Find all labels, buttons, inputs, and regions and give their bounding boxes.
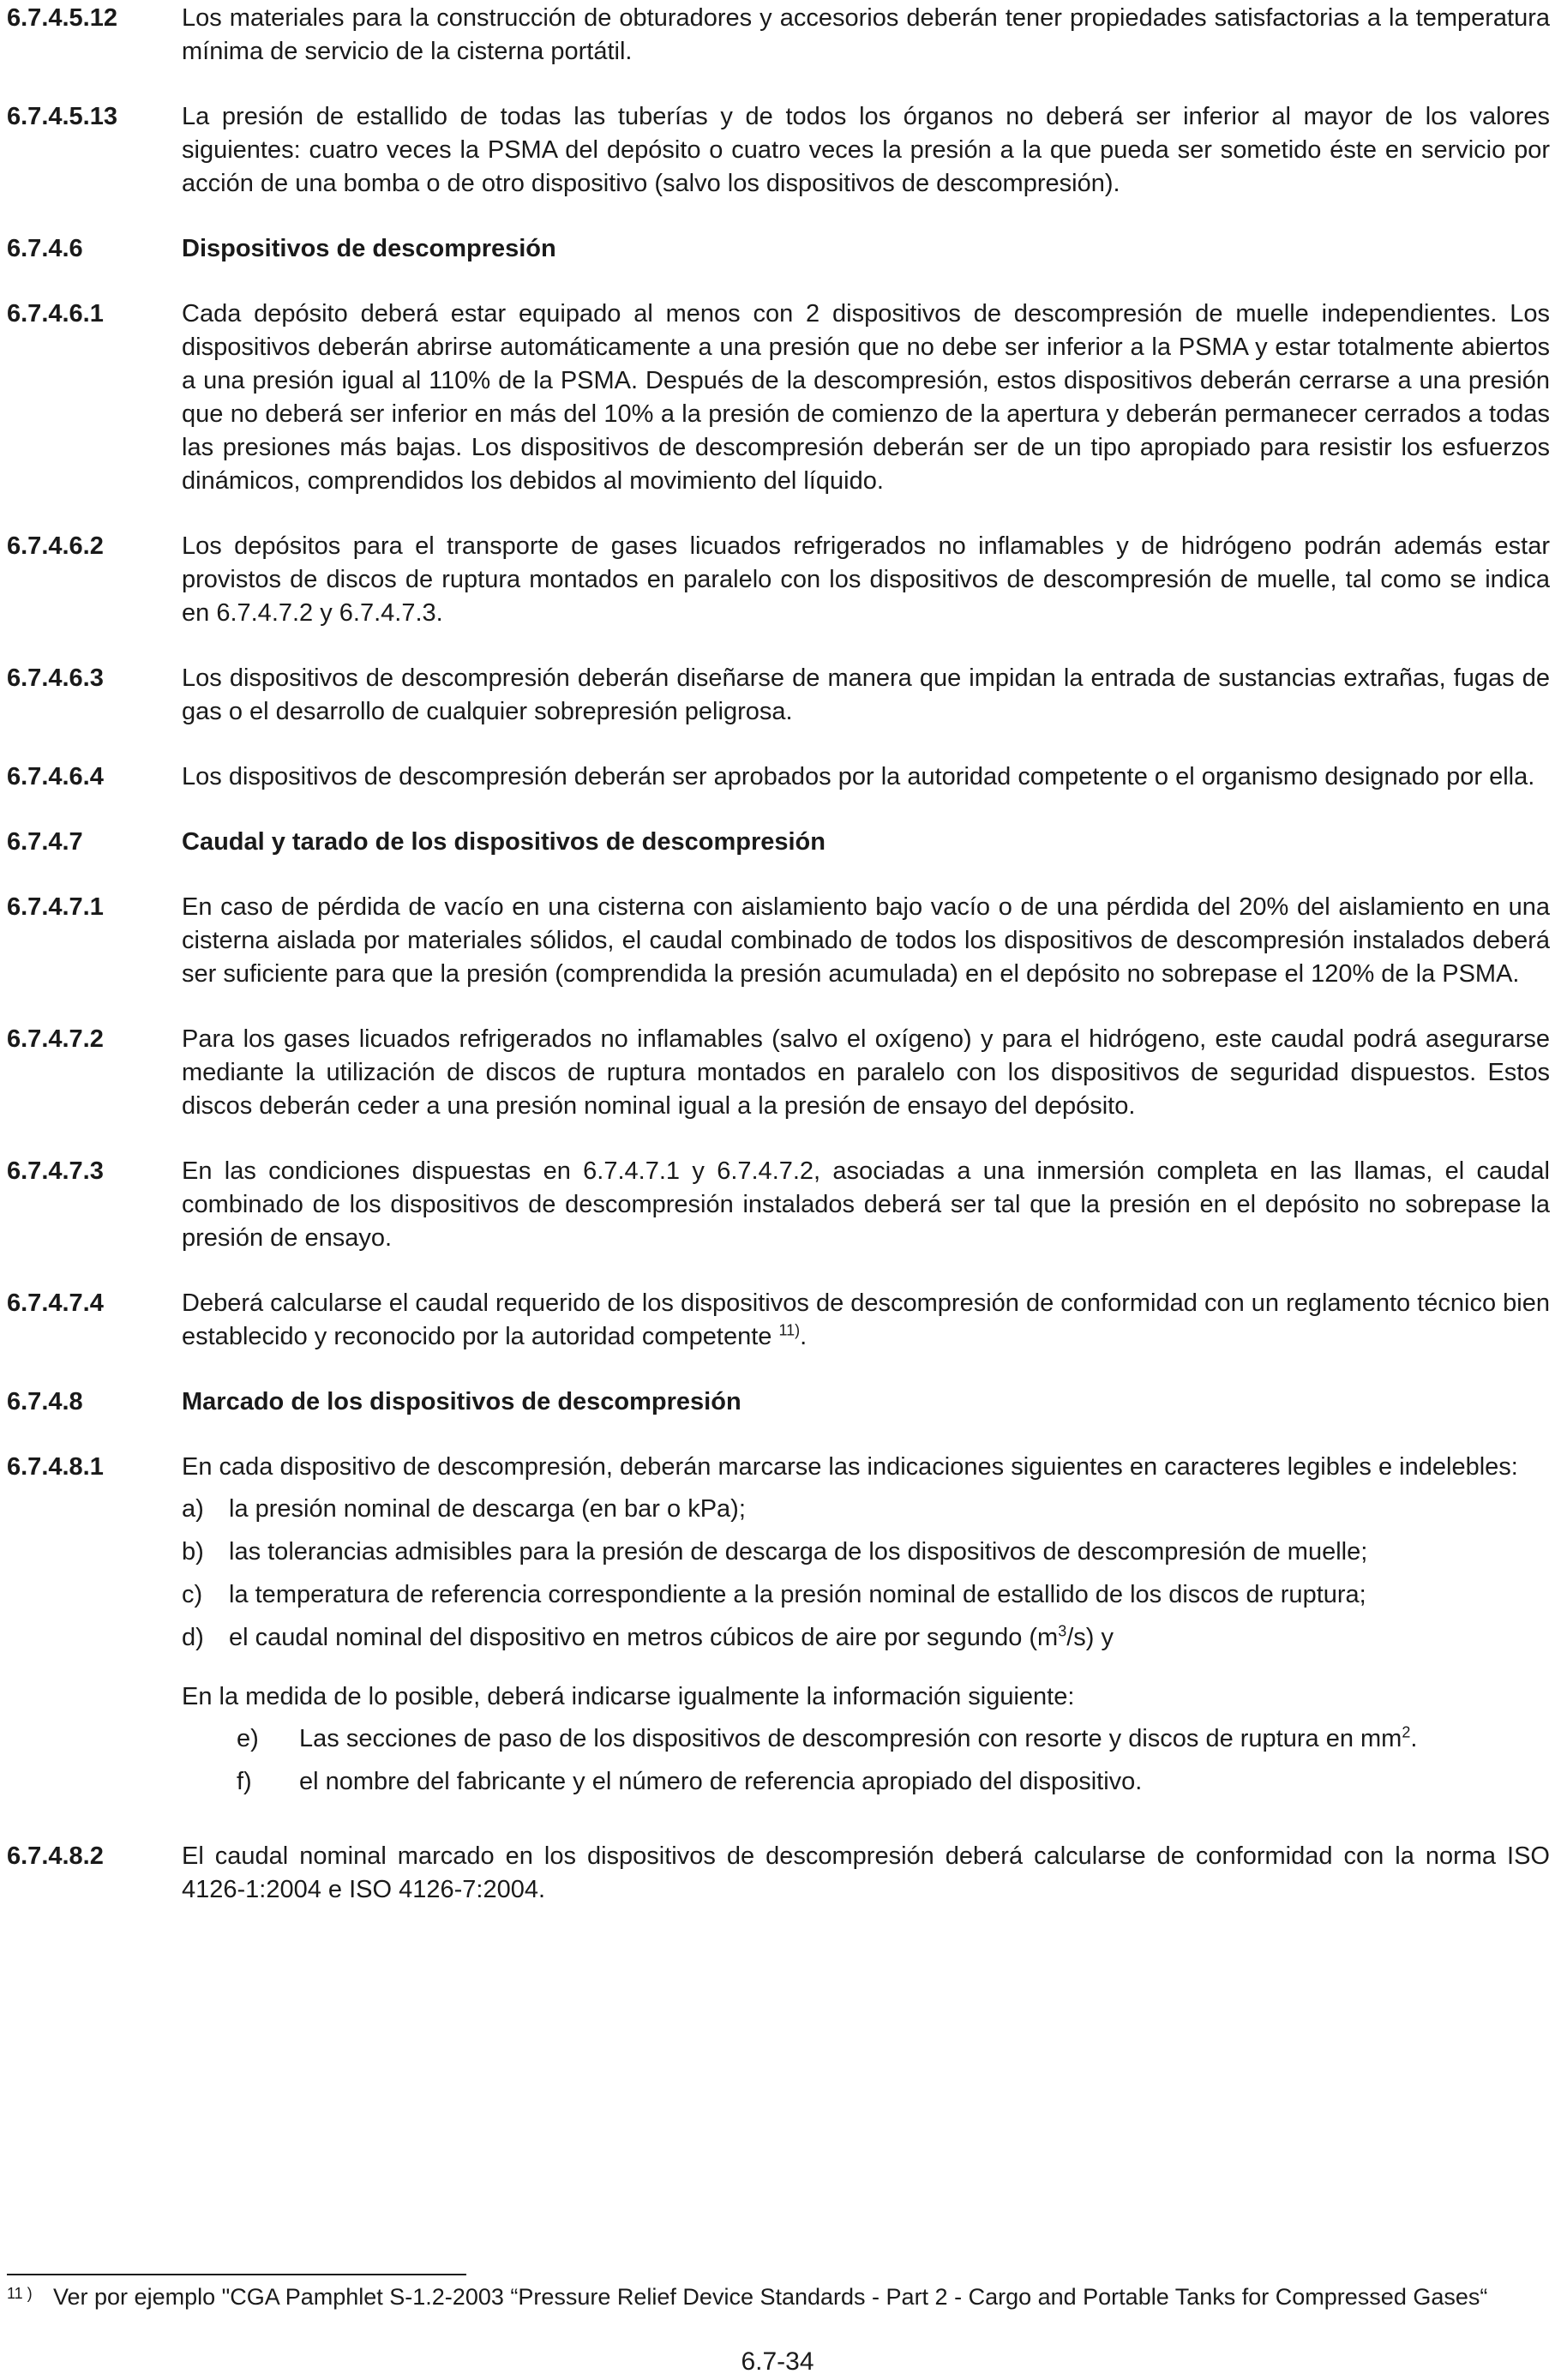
section-text: La presión de estallido de todas las tuberías y de todos los órganos no deberá ser inferior al mayor de los valores siguientes: cuatro veces la PSMA del depósito o cuatro veces la presión a la que pueda ser sometido éste en servicio por acción de una bomba o de otro dispositivo (salvo los dispositivos de descompresión). [182, 103, 1550, 197]
section-6-7-4-5-13 [7, 100, 1550, 201]
section-number: 6.7.4.7.1 [7, 893, 104, 921]
heading-6-7-4-8 [7, 1385, 1550, 1419]
list-item [182, 1765, 1550, 1799]
section-6-7-4-8-2 [7, 1840, 1550, 1907]
section-number: 6.7.4.6.4 [7, 763, 104, 790]
section-number: 6.7.4.6 [7, 235, 83, 262]
document-body [7, 2, 1550, 1938]
heading-6-7-4-7 [7, 826, 1550, 859]
section-heading: Marcado de los dispositivos de descompresión [182, 1388, 741, 1415]
section-6-7-4-6-3 [7, 662, 1550, 729]
section-number: 6.7.4.7.2 [7, 1025, 104, 1053]
list-item [182, 1578, 1550, 1612]
section-body [182, 1451, 1550, 1808]
list-item-text: la presión nominal de descarga (en bar o kPa); [229, 1495, 746, 1523]
heading-6-7-4-6 [7, 232, 1550, 266]
section-heading: Caudal y tarado de los dispositivos de descompresión [182, 828, 826, 856]
section-intro: En cada dispositivo de descompresión, deberán marcarse las indicaciones siguientes en caracteres legibles e indelebles: [182, 1453, 1518, 1481]
list-item-text-with-superscript [299, 1722, 1550, 1756]
section-number: 6.7.4.7 [7, 828, 83, 856]
section-text: En caso de pérdida de vacío en una cisterna con aislamiento bajo vacío o de una pérdida del 20% del aislamiento en una cisterna aislada por materiales sólidos, el caudal combinado de todos los dispositivos de descompresión instalados deberá ser suficiente para que la presión (comprendida la presión acumulada) en el depósito no sobrepase el 120% de la PSMA. [182, 893, 1550, 988]
section-number: 6.7.4.6.3 [7, 664, 104, 692]
list-item [182, 1722, 1550, 1756]
list-item [182, 1493, 1550, 1526]
list-item-text: el nombre del fabricante y el número de referencia apropiado del dispositivo. [299, 1768, 1143, 1795]
list-item-label: f) [237, 1768, 252, 1795]
section-6-7-4-6-4 [7, 760, 1550, 794]
section-number: 6.7.4.8.1 [7, 1453, 104, 1481]
superscript: 2 [1402, 1723, 1411, 1741]
list-item-text: las tolerancias admisibles para la presión de descarga de los dispositivos de descompresión de muelle; [229, 1538, 1368, 1566]
section-text: En las condiciones dispuestas en 6.7.4.7.1 y 6.7.4.7.2, asociadas a una inmersión completa en las llamas, el caudal combinado de los dispositivos de descompresión instalados deberá ser tal que la presión en el depósito no sobrepase la presión de ensayo. [182, 1157, 1550, 1252]
section-6-7-4-8-1 [7, 1451, 1550, 1808]
list-item-text: Las secciones de paso de los dispositivos de descompresión con resorte y discos de ruptura en mm [299, 1725, 1402, 1752]
superscript: 3 [1058, 1622, 1067, 1640]
footnote-text: Ver por ejemplo "CGA Pamphlet S-1.2-2003 “Pressure Relief Device Standards - Part 2 - Cargo and Portable Tanks for Compressed Gases“ [53, 2284, 1488, 2310]
footnote-reference[interactable]: 11) [778, 1321, 801, 1339]
footnote [7, 2282, 1550, 2311]
optional-markings-list [182, 1722, 1550, 1799]
list-item-label: b) [182, 1538, 204, 1566]
section-text: Los materiales para la construcción de obturadores y accesorios deberán tener propiedades satisfactorias a la temperatura mínima de servicio de la cisterna portátil. [182, 4, 1550, 65]
section-6-7-4-7-3 [7, 1155, 1550, 1255]
section-6-7-4-5-12 [7, 2, 1550, 69]
section-text: Para los gases licuados refrigerados no inflamables (salvo el oxígeno) y para el hidrógeno, este caudal podrá asegurarse mediante la utilización de discos de ruptura montados en paralelo con los dispositivos de seguridad dispuestos. Estos discos deberán ceder a una presión nominal igual a la presión de ensayo del depósito. [182, 1025, 1550, 1120]
section-text-tail: . [800, 1323, 808, 1350]
list-item-label: c) [182, 1581, 203, 1608]
list-item-label: e) [237, 1725, 259, 1752]
section-number: 6.7.4.7.3 [7, 1157, 104, 1185]
footnote-divider [7, 2274, 466, 2275]
section-text: Los depósitos para el transporte de gases licuados refrigerados no inflamables y de hidrógeno podrán además estar provistos de discos de ruptura montados en paralelo con los dispositivos de descompresión de muelle, tal como se indica en 6.7.4.7.2 y 6.7.4.7.3. [182, 532, 1550, 627]
list-item-label: a) [182, 1495, 204, 1523]
section-6-7-4-6-2 [7, 530, 1550, 630]
section-number: 6.7.4.6.1 [7, 300, 104, 328]
page-number: 6.7-34 [741, 2347, 814, 2376]
section-text: Cada depósito deberá estar equipado al menos con 2 dispositivos de descompresión de muelle independientes. Los dispositivos deberán abrirse automáticamente a una presión que no debe ser inferior a la PSMA y estar totalmente abiertos a una presión igual al 110% de la PSMA. Después de la descompresión, estos dispositivos deberán cerrarse a una presión que no deberá ser inferior en más del 10% a la presión de comienzo de la apertura y deberán permanecer cerrados a todas las presiones más bajas. Los dispositivos de descompresión deberán ser de un tipo apropiado para resistir los esfuerzos dinámicos, comprendidos los debidos al movimiento del líquido. [182, 300, 1550, 495]
list-item-text-with-superscript [229, 1621, 1550, 1655]
list-item-text-tail: . [1410, 1725, 1418, 1752]
section-number: 6.7.4.6.2 [7, 532, 104, 560]
section-text: El caudal nominal marcado en los dispositivos de descompresión deberá calcularse de conformidad con la norma ISO 4126-1:2004 e ISO 4126-7:2004. [182, 1842, 1550, 1903]
section-6-7-4-7-4 [7, 1287, 1550, 1354]
list-item-text: la temperatura de referencia correspondiente a la presión nominal de estallido de los discos de ruptura; [229, 1581, 1366, 1608]
section-number: 6.7.4.7.4 [7, 1289, 104, 1317]
section-intro-optional: En la medida de lo posible, deberá indicarse igualmente la información siguiente: [182, 1683, 1075, 1710]
section-number: 6.7.4.5.12 [7, 4, 117, 32]
section-text-with-footnote [182, 1287, 1550, 1354]
section-heading: Dispositivos de descompresión [182, 235, 556, 262]
required-markings-list [182, 1493, 1550, 1655]
section-text: Deberá calcularse el caudal requerido de los dispositivos de descompresión de conformidad con un reglamento técnico bien establecido y reconocido por la autoridad competente [182, 1289, 1550, 1350]
section-6-7-4-7-2 [7, 1023, 1550, 1123]
list-item-text-tail: /s) y [1066, 1624, 1114, 1651]
list-item [182, 1536, 1550, 1569]
section-6-7-4-7-1 [7, 891, 1550, 991]
section-number: 6.7.4.5.13 [7, 103, 117, 130]
section-6-7-4-6-1 [7, 298, 1550, 498]
section-text: Los dispositivos de descompresión deberán ser aprobados por la autoridad competente o el organismo designado por ella. [182, 763, 1535, 790]
list-item-label: d) [182, 1624, 204, 1651]
section-text: Los dispositivos de descompresión deberán diseñarse de manera que impidan la entrada de sustancias extrañas, fugas de gas o el desarrollo de cualquier sobrepresión peligrosa. [182, 664, 1550, 725]
list-item-text: el caudal nominal del dispositivo en metros cúbicos de aire por segundo (m [229, 1624, 1059, 1651]
footnote-marker: 11 ) [7, 2285, 33, 2302]
list-item [182, 1621, 1550, 1655]
section-number: 6.7.4.8.2 [7, 1842, 104, 1870]
section-number: 6.7.4.8 [7, 1388, 83, 1415]
